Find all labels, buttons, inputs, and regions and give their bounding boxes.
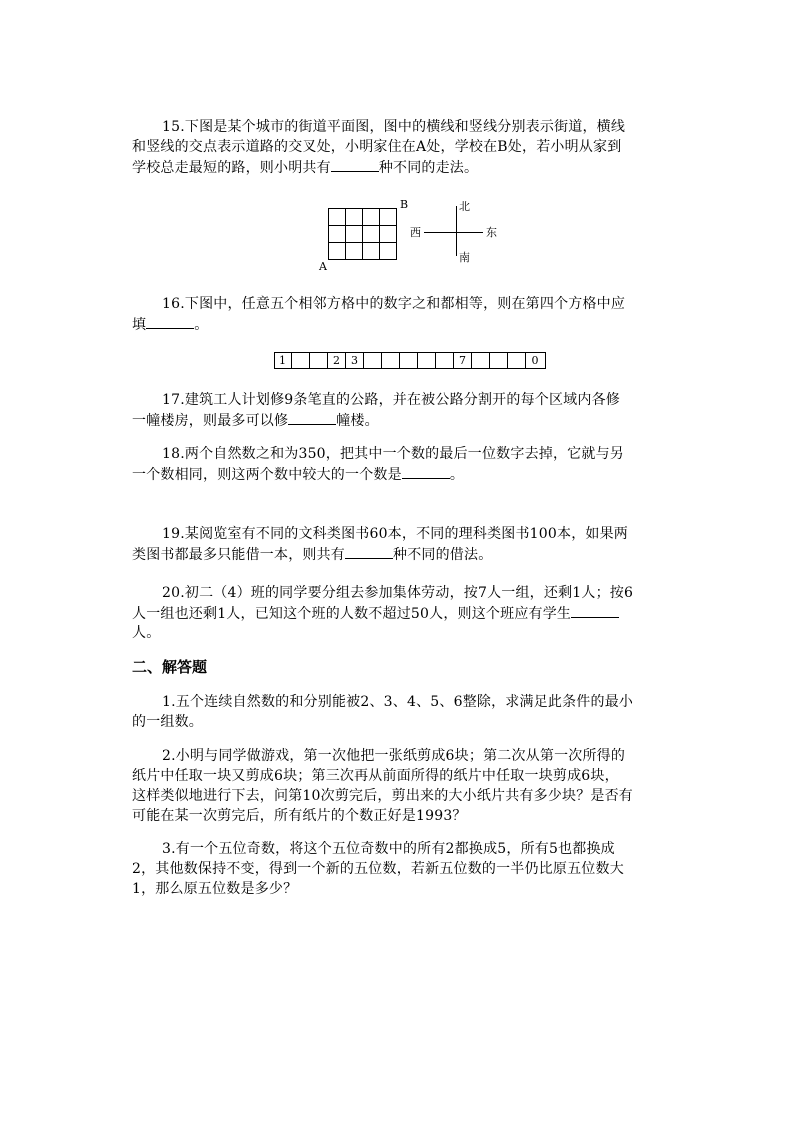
strip-cell: [382, 353, 400, 368]
a1-line1: 1.五个连续自然数的和分别能被2、3、4、5、6整除，求满足此条件的最小: [162, 694, 634, 710]
q20-line1: 20.初二（4）班的同学要分组去参加集体劳动，按7人一组，还剩1人；按6: [162, 585, 634, 601]
compass-cross: [424, 206, 483, 256]
strip-cell: [400, 353, 418, 368]
q16-line2: 填 。: [132, 314, 208, 335]
a2-line4: 可能在某一次剪完后，所有纸片的个数正好是1993？: [132, 808, 467, 824]
q18-answer-blank: [402, 464, 450, 479]
a3-line1: 3.有一个五位奇数，将这个五位奇数中的所有2都换成5，所有5也都换成: [162, 841, 615, 857]
compass-north-label: 北: [459, 200, 470, 213]
point-a-label: A: [319, 260, 327, 273]
section-heading: 二、解答题: [132, 658, 208, 676]
q18-line1: 18.两个自然数之和为350，把其中一个数的最后一位数字去掉，它就与另: [162, 446, 624, 462]
strip-cell: 0: [531, 354, 539, 367]
q18-line2: 一个数相同，则这两个数中较大的一个数是 。: [132, 464, 464, 485]
compass-south-label: 南: [459, 251, 470, 264]
q15-line3: 学校总走最短的路，则小明共有 种不同的走法。: [132, 157, 478, 178]
strip-cell: [490, 353, 508, 368]
strip-cell: [310, 353, 328, 368]
strip-cell: [418, 353, 436, 368]
q16-answer-blank: [146, 314, 194, 329]
q15-answer-blank: [331, 157, 379, 172]
strip-cell: [472, 353, 490, 368]
q20-line2: 人一组也还剩1人，已知这个班的人数不超过50人，则这个班应有学生: [132, 603, 619, 624]
strip-cell: [508, 353, 526, 368]
strip-cell: [364, 353, 382, 368]
q19-line2: 类图书都最多只能借一本，则共有 种不同的借法。: [132, 544, 492, 565]
compass-west-label: 西: [410, 226, 421, 239]
street-grid: [329, 209, 397, 260]
a2-line2: 纸片中任取一块又剪成6块；第三次再从前面所得的纸片中任取一块剪成6块，: [132, 768, 619, 784]
a2-line3: 这样类似地进行下去，问第10次剪完后，剪出来的大小纸片共有多少块？是否有: [132, 788, 634, 804]
a1-line2: 的一组数。: [132, 714, 203, 730]
a2-line1: 2.小明与同学做游戏，第一次他把一张纸剪成6块；第二次从第一次所得的: [162, 748, 626, 764]
q16-line1: 16.下图中，任意五个相邻方格中的数字之和都相等，则在第四个方格中应: [162, 296, 626, 312]
q17-answer-blank: [288, 410, 336, 425]
a3-line3: 1，那么原五位数是多少？: [132, 881, 298, 897]
strip-cell: 1: [274, 353, 292, 368]
q19-answer-blank: [345, 544, 393, 559]
q15-line1: 15.下图是某个城市的街道平面图，图中的横线和竖线分别表示街道，横线: [162, 119, 626, 135]
strip-cell: 3: [346, 353, 364, 368]
strip-cell: [436, 353, 454, 368]
a3-line2: 2，其他数保持不变，得到一个新的五位数，若新五位数的一半仍比原五位数大: [132, 861, 624, 877]
point-b-label: B: [400, 198, 409, 211]
q19-line1: 19.某阅览室有不同的文科类图书60本，不同的理科类图书100本，如果两: [162, 526, 628, 542]
compass-east-label: 东: [486, 226, 497, 239]
strip-cell: 2: [328, 353, 346, 368]
q20-answer-blank: [571, 603, 619, 618]
strip-cell: 7: [454, 353, 472, 368]
strip-cell: [292, 353, 310, 368]
q15-line2: 和竖线的交点表示道路的交叉处，小明家住在A处，学校在B处，若小明从家到: [132, 139, 622, 155]
q17-line1: 17.建筑工人计划修9条笔直的公路，并在被公路分割开的每个区域内各修: [162, 392, 620, 408]
q17-line2: 一幢楼房，则最多可以修 幢楼。: [132, 410, 379, 431]
q20-line3: 人。: [132, 625, 161, 641]
